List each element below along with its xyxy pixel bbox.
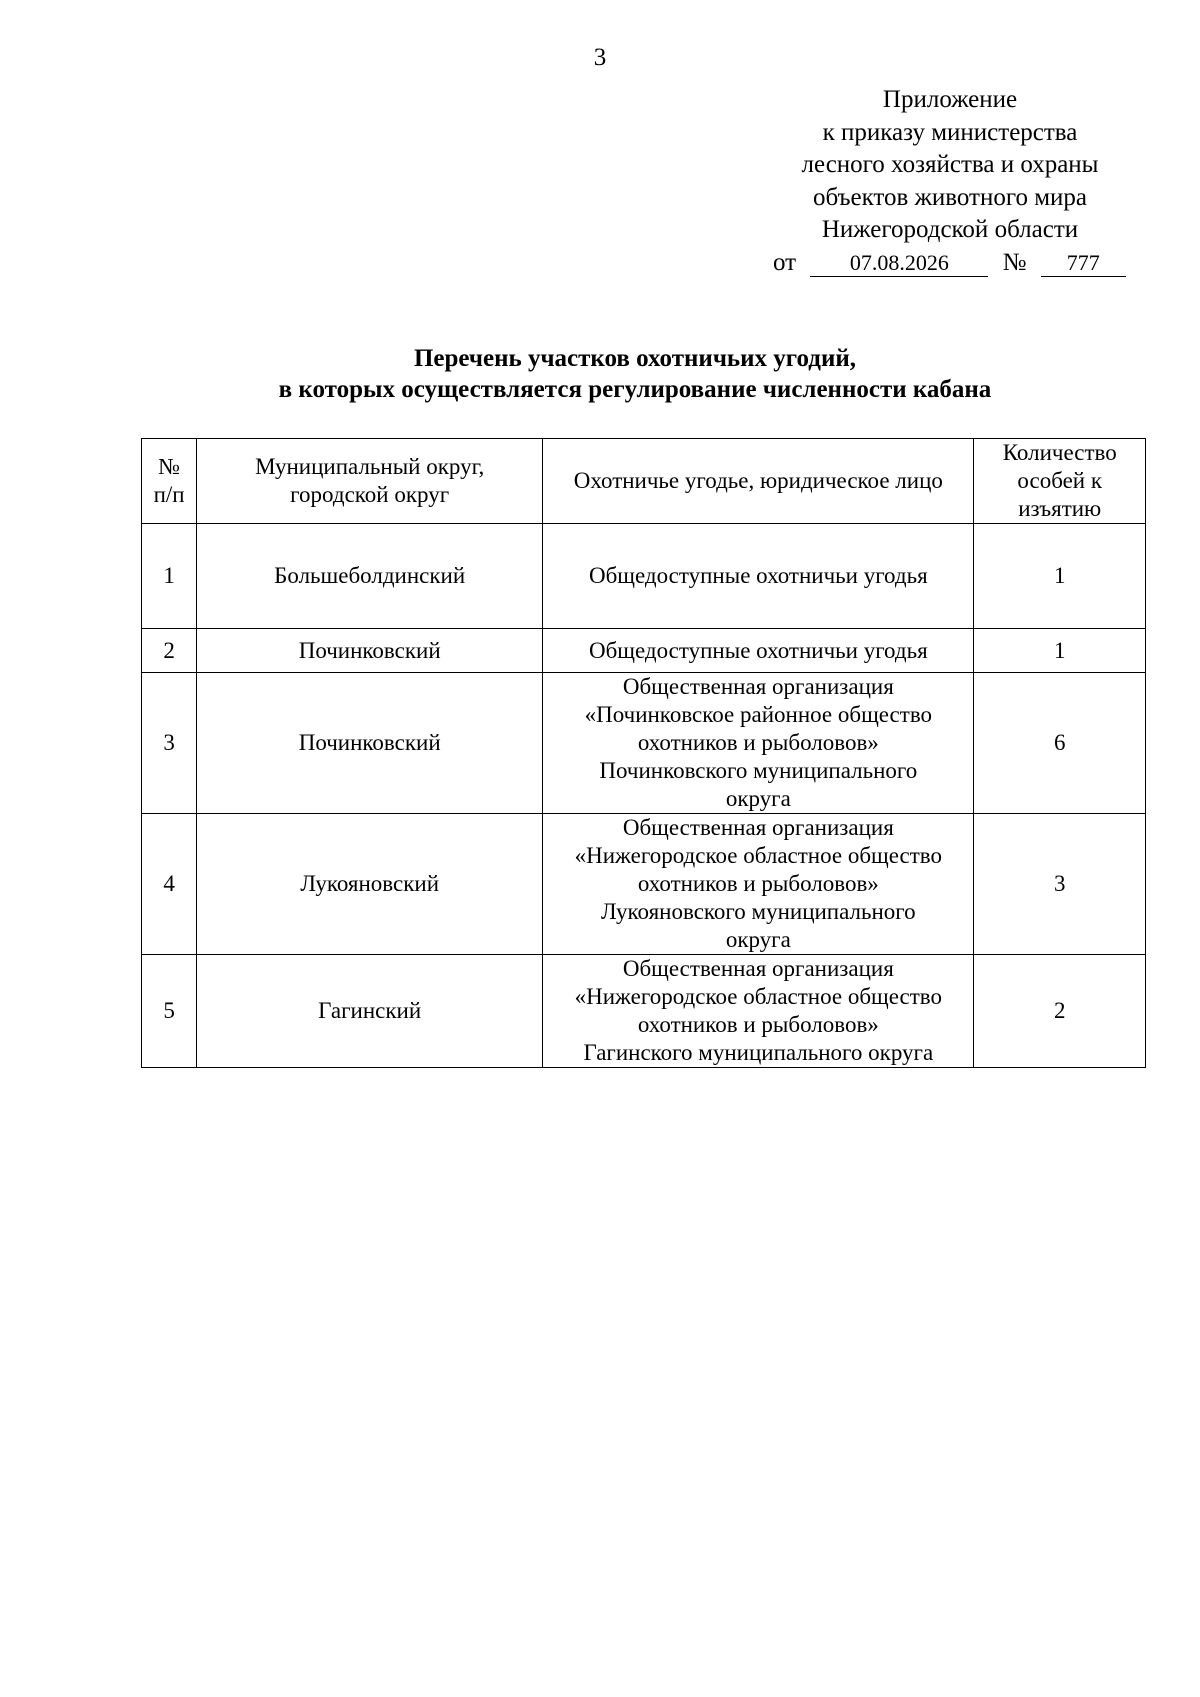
title-line: Перечень участков охотничьих угодий,	[413, 345, 857, 372]
table-row	[142, 673, 1146, 814]
cell-count: 1	[974, 629, 1146, 673]
cell-count: 1	[974, 524, 1146, 629]
table-row	[142, 524, 1146, 629]
table-row	[142, 629, 1146, 673]
header-number: № п/п	[142, 439, 197, 524]
table-row	[142, 955, 1146, 1068]
cell-district: Починковский	[197, 673, 543, 814]
cell-hunting-ground: Общественная организация «Починковское районное общество охотников и рыболовов» Починковского муниципального округа	[543, 673, 974, 814]
cell-count: 3	[974, 814, 1146, 955]
hunting-grounds-table	[141, 438, 1146, 1068]
number-label: №	[1002, 249, 1027, 276]
appendix-line: к приказу министерства	[822, 118, 1078, 146]
from-label: от	[773, 249, 797, 276]
appendix-line: Приложение	[882, 86, 1018, 113]
appendix-line: Нижегородской области	[821, 216, 1079, 243]
order-reference	[773, 249, 1126, 277]
table-header-row	[142, 439, 1146, 524]
appendix-line: лесного хозяйства и охраны	[801, 151, 1099, 178]
header-count: Количество особей к изъятию	[974, 439, 1146, 524]
cell-district: Починковский	[197, 629, 543, 673]
table-row	[142, 814, 1146, 955]
header-hunting-ground: Охотничье угодье, юридическое лицо	[543, 439, 974, 524]
document-title	[0, 343, 1200, 405]
cell-count: 6	[974, 673, 1146, 814]
cell-district: Большеболдинский	[197, 524, 543, 629]
cell-hunting-ground: Общедоступные охотничьи угодья	[543, 629, 974, 673]
order-date: 07.08.2026	[810, 250, 988, 277]
cell-number: 2	[142, 629, 197, 673]
appendix-line: объектов животного мира	[812, 183, 1088, 211]
cell-number: 5	[142, 955, 197, 1068]
cell-district: Лукояновский	[197, 814, 543, 955]
cell-number: 3	[142, 673, 197, 814]
cell-number: 1	[142, 524, 197, 629]
cell-hunting-ground: Общедоступные охотничьи угодья	[543, 524, 974, 629]
header-district: Муниципальный округ, городской округ	[197, 439, 543, 524]
cell-count: 2	[974, 955, 1146, 1068]
order-number: 777	[1041, 250, 1126, 277]
title-line: в которых осуществляется регулирование численности кабана	[278, 376, 992, 403]
cell-number: 4	[142, 814, 197, 955]
cell-hunting-ground: Общественная организация «Нижегородское областное общество охотников и рыболовов» Лукояновского муниципального округа	[543, 814, 974, 955]
cell-district: Гагинский	[197, 955, 543, 1068]
appendix-header	[740, 84, 1160, 247]
cell-hunting-ground: Общественная организация «Нижегородское областное общество охотников и рыболовов» Гагинского муниципального округа	[543, 955, 974, 1068]
page-number: 3	[593, 44, 607, 71]
